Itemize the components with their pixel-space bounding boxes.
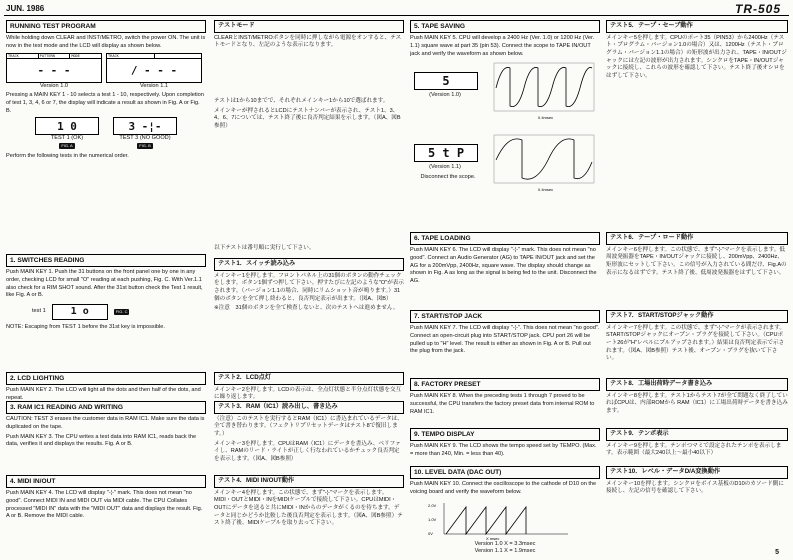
lcd-panel-v10: TRACK PATTERN MODE - - -: [6, 53, 102, 83]
lcd-version-row: [6, 53, 206, 91]
jp-level-title: テスト10．レベル・データD/A変換動作: [606, 466, 788, 479]
svg-text:0.4msec: 0.4msec: [538, 187, 554, 193]
svg-text:1.0V: 1.0V: [428, 516, 437, 522]
section-running-test: [6, 20, 206, 163]
switches-body: Push MAIN KEY 1. Push the 31 buttons on the front panel one by one in any order, checking LCD for small "O" reading at each pushing, Fig. C. With Ver.1.1 also check for a RIM SHOT sound. After the 31st button check the Test 1 result, like Fig. A or B.: [6, 269, 203, 299]
result-figures: [6, 117, 206, 150]
running-test-intro: While holding down CLEAR and INST/METRO, switch the power ON. The unit is now in the test mode and the LCD will display as shown below.: [6, 35, 206, 49]
section-start-stop: [410, 310, 600, 358]
jp-order-body: 以下テストは番号順に実行して下さい。: [214, 245, 315, 251]
lighting-body: Push MAIN KEY 2. The LCD will light all the dots and then half of the dots, and repeat.: [6, 387, 201, 401]
tape-saving-disconnect: Disconnect the scope.: [420, 174, 476, 181]
section-tape-loading: [410, 232, 600, 288]
jp-section-level: [606, 466, 788, 498]
running-test-title: RUNNING TEST PROGRAM: [6, 20, 206, 33]
tape-loading-body: Push MAIN KEY 6. The LCD will display "-¦-" mark. This does not mean "no good". Connect an Audio Generator (AG) to TAPE IN/OUT jack and set the AG for a 200mVpp, 2400Hz, square wave. The display should change as shown in Fig. A as long as the signal is being fed to the unit. Disconnect the AG.: [410, 247, 597, 284]
jp-section-mode: [214, 20, 404, 52]
fig-b-caption: TEST 3 (NO GOOD): [119, 135, 171, 142]
tape-saving-lcd-v10: 5: [414, 72, 478, 90]
lcd-v11-digits: / - - -: [130, 63, 178, 77]
jp-start-stop-body: メインキー7を押します。この状態で、まず"-¦-"マークが表示されます。START/STOPジャックにオープン・プラグを接続して下さい。（CPUポート26が"H"レベルにプルアップされます。）結果は良否判定表示で示されます。（図A、図B参照）テスト後、オープン・プラグを抜いて下さい。: [606, 324, 785, 362]
tape-saving-lcd-v11: 5 t P: [414, 144, 478, 162]
tape-saving-waveform-v10: [488, 60, 598, 122]
column-japanese-left: [214, 20, 404, 552]
lcd-test1-ok: 1 0: [35, 117, 99, 135]
factory-body: Push MAIN KEY 8. When the preceding tests 1 through 7 proved to be successful, the CPU transfers the factory preset data from internal ROM to RAM IC1.: [410, 393, 595, 415]
jp-level-body: メインキー10を押します。シンクロをボイス基板のD10のカソード側に接続し、左記の信号を確認して下さい。: [606, 480, 784, 495]
header-model: TR-505: [734, 2, 781, 16]
switches-title: 1. SWITCHES READING: [6, 254, 206, 267]
page-number: 5: [775, 549, 779, 556]
tape-loading-title: 6. TAPE LOADING: [410, 232, 600, 245]
lcd-panel-v11: TRACK / - - -: [106, 53, 202, 83]
ram-title: 3. RAM IC1 READING AND WRITING: [6, 401, 206, 414]
jp-section-select: [214, 98, 404, 133]
jp-section-switches: [214, 258, 404, 315]
jp-section-tape-save: [606, 20, 788, 83]
tape-saving-body: Push MAIN KEY 5. CPU will develop a 2400 Hz (Ver. 1.0) or 1200 Hz (Ver. 1.1) square wave at part 35 (pin 53). Connect the scope to TAPE IN/OUT jack and verify the waveform as shown below.: [410, 35, 595, 57]
jp-tape-save-title: テスト5．テープ・セーブ動作: [606, 20, 788, 33]
jp-ram-caution: （注意）このテストを実行するとRAM（IC1）に書込まれているデータは、全て書き替わります。（フェクトリプリセットデータはテスト8で復旧します。）: [214, 415, 403, 437]
fig-b-badge: FIG. B: [139, 143, 151, 149]
lcd-test1-reading: 1 o: [52, 304, 108, 320]
jp-midi-body: メインキー4を押します。この状態で、まず"-¦-"マークを表示します。MIDI・OUTとMIDI・INをMIDIケーブルで接続して下さい。CPUはMIDI・OUTにデータを送ると共にMIDI・INからのデータがくるのを待ちます。データと同じかどうか比較した後良否判定を表示します。（図A、図B参照）テスト終了後、MIDIケーブルを取り去って下さい。: [214, 489, 403, 527]
running-test-select: Pressing a MAIN KEY 1 - 10 selects a test 1 - 10, respectively. Upon completion of test 1, 3, 4, 6 or 7, the display will indicate a result as shown in Fig. A or Fig. B.: [6, 92, 204, 114]
jp-switches-note: ※注意 31個のボタンを全て検査しないと、次のテストへは進めません。: [214, 305, 399, 312]
lcd-v11-block: [106, 53, 202, 91]
fig-a-block: [35, 117, 99, 150]
section-factory-preset: [410, 378, 600, 418]
fig-b-block: [113, 117, 177, 150]
jp-section-midi: [214, 475, 404, 530]
section-midi: [6, 475, 206, 523]
dac-body: Push MAIN KEY 10. Connect the oscilloscope to the cathode of D10 on the voicing board and verify the waveform below.: [410, 481, 597, 495]
fig-c-badge: FIG. C: [115, 309, 128, 315]
tape-saving-cap-v10: (Version 1.0): [429, 92, 461, 99]
midi-title: 4. MIDI IN/OUT: [6, 475, 206, 488]
jp-select-body2: メインキーが押されるとLCDにテストナンバーが表示され、テスト1、3、4、6、7については、テスト終了後に良否判定結果を示します。（図A、図B参照）: [214, 107, 401, 130]
header-rule: [4, 15, 789, 16]
lcd-v10-digits: - - -: [37, 63, 71, 77]
jp-tempo-body: メインキー9を押します。テンポつマミで設定されたテンポを表示します。表示範囲（最大240以上～最小40以下）: [606, 442, 782, 457]
dac-caption-v10: Version 1.0 X = 3.3msec: [474, 540, 536, 547]
jp-select-body1: テストは1から10までで、それぞれメインキー1から10で選ばれます。: [214, 98, 389, 104]
lcd-v11-caption: Version 1.1: [140, 82, 168, 89]
tape-saving-cap-v11: (Version 1.1): [429, 164, 461, 171]
lighting-title: 2. LCD LIGHTING: [6, 372, 206, 385]
jp-section-order: [214, 245, 404, 255]
fig-a-badge: FIG. A: [61, 143, 73, 149]
fig-a-caption: TEST 1 (OK): [50, 135, 84, 142]
dac-caption-v11: Version 1.1 X = 1.9msec: [474, 548, 536, 552]
svg-text:X msec: X msec: [486, 535, 500, 541]
tempo-title: 9. TEMPO DISPLAY: [410, 428, 600, 441]
svg-text:2.0V: 2.0V: [428, 502, 437, 508]
jp-tempo-title: テスト9．テンポ表示: [606, 428, 788, 441]
jp-section-ram: [214, 401, 404, 466]
lcd-v10-block: [6, 53, 102, 91]
column-japanese-right: [606, 20, 788, 552]
section-tempo-display: [410, 428, 600, 461]
svg-text:0V: 0V: [428, 530, 433, 536]
jp-tape-load-title: テスト6．テープ・ロード動作: [606, 232, 788, 245]
jp-mode-body: CLEARとINST/METROボタンを同時に押しながら電源をオンすると、テストモードとなり、左記のような表示になります。: [214, 34, 402, 49]
dac-title: 10. LEVEL DATA (DAC OUT): [410, 466, 600, 479]
jp-section-tempo: [606, 428, 788, 460]
jp-midi-title: テスト4．MIDI IN/OUT動作: [214, 475, 404, 488]
switches-note: NOTE: Escaping from TEST 1 before the 31st key is impossible.: [6, 323, 165, 330]
tape-saving-title: 5. TAPE SAVING: [410, 20, 600, 33]
tape-saving-waveform-v11: [488, 132, 598, 194]
midi-body: Push MAIN KEY 4. The LCD will display "-¦-" mark. This does not mean "no good". Connect MIDI IN and MIDI OUT via MIDI cable. The CPU Collates processed "MIDI IN" data with the "MIDI OUT" data and displays the result. Fig. A or B. Remove the MIDI cable.: [6, 490, 203, 520]
tape-saving-figures: [410, 60, 600, 202]
jp-section-lighting: [214, 372, 404, 404]
jp-ram-body: メインキー3を押します。CPUはRAM（IC1）にデータを書込み、ベリファイし、RAMのリード・ライトが正しく行なわれているかチェック良否判定を表示します。（図A、図B参照）: [214, 440, 401, 463]
svg-text:0.4msec: 0.4msec: [538, 115, 554, 121]
section-switches: [6, 254, 206, 334]
jp-ram-title: テスト3．RAM（IC1）読み出し、書き込み: [214, 401, 404, 414]
jp-tape-load-body: メインキー6を押します。この状態で、まず"-¦-"マークを表示します。低周波発振器をTAPE・IN/OUTジャックに接続し、200mVpp、2400Hz、矩形波にセットして下さい。この信号が入力されている間だけ、Fig.Aの表示になるはずです。テスト終了後、低周波発振器をはずして下さい。: [606, 246, 787, 276]
lcd-v10-caption: Version 1.0: [40, 82, 68, 89]
fig-c-row: [32, 304, 206, 320]
running-test-order: Perform the following tests in the numerical order.: [6, 152, 129, 159]
jp-factory-body: メインキー8を押します。テスト1からテスト7が全て問題なく終了していればCPUは、内部ROMから RAM（IC1）に工場出荷時データを書き込みます。: [606, 392, 788, 414]
jp-mode-title: テストモード: [214, 20, 404, 33]
start-stop-body: Push MAIN KEY 7. The LCD will display "-¦-". This does not mean "no good". Connect an open-circuit plug into START/STOP jack. CPU port 26 will be pulled up to "H" level. The result is either as shown in Fig. A or B. Pull out the plug from the jack.: [410, 325, 600, 355]
jp-start-stop-title: テスト7．START/STOPジャック動作: [606, 310, 788, 323]
section-dac-out: [410, 466, 600, 552]
section-tape-saving: [410, 20, 600, 202]
section-ram-ic1: [6, 401, 206, 451]
column-english-right: [410, 20, 600, 552]
jp-lighting-body: メインキー2を押します。LCDの表示は、全点灯状態と半分点灯状態を交互に繰り返します。: [214, 386, 402, 401]
jp-lighting-title: テスト2．LCD点灯: [214, 372, 404, 385]
dac-waveform: [428, 499, 578, 541]
ram-body: Push MAIN KEY 3. The CPU writes a test data into RAM IC1, reads back the data, verifies it and displays the results. Fig. A or B.: [6, 433, 197, 448]
jp-factory-title: テスト8．工場出荷時データ書き込み: [606, 378, 788, 391]
jp-section-start-stop: [606, 310, 788, 365]
jp-switches-body: メインキー1を押します。フロントパネル上の31個のボタンの動作チェックをします。ボタン1個ずつ押して下さい。押すたびに左記のような"O"が表示されます。（バージョン1.1の場合、同時にリムショット音が鳴ります。）31個のボタンを全て押し終わると、良否判定表示が出ます。（図A、図B）: [214, 272, 404, 302]
jp-tape-save-body: メインキー5を押します。CPUのポート35（PIN53）から2400Hz（テスト・プログラム・バージョン1.0の場合）又は、1200Hz（テスト・プログラム・バージョン1.1の場合）の矩形波が出力され、TAPE・IN/OUTジャックには左記の波形が出力されます。シンクロをTAPE・IN/OUTジャックに接続し、これらの波形を確認して下さい。テスト終了後オシロをはずして下さい。: [606, 34, 787, 80]
start-stop-title: 7. START/STOP JACK: [410, 310, 600, 323]
header-date: JUN. 1986: [6, 4, 45, 13]
jp-section-factory: [606, 378, 788, 418]
factory-title: 8. FACTORY PRESET: [410, 378, 600, 391]
section-lcd-lighting: [6, 372, 206, 405]
ram-caution: CAUTION: TEST 3 erases the customer data in RAM IC1. Make sure the data is duplicated on the tape.: [6, 416, 205, 430]
jp-section-tape-load: [606, 232, 788, 279]
fig-c-label: test 1: [32, 308, 46, 315]
jp-switches-title: テスト1．スイッチ読み込み: [214, 258, 404, 271]
lcd-test3-ng: 3 -¦-: [113, 117, 177, 135]
tempo-body: Push MAIN KEY 9. The LCD shows the tempo speed set by TEMPO. (Max. = more than 240, Min. = less than 40).: [410, 443, 597, 457]
column-english-left: [6, 20, 206, 552]
